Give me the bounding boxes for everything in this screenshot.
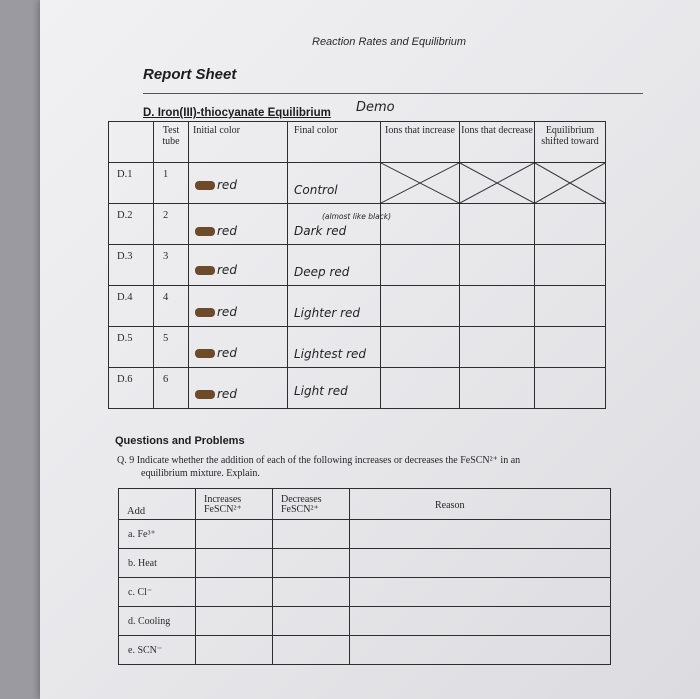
reason-cell xyxy=(350,520,611,549)
row-label: D.4 xyxy=(109,286,154,327)
row-tube: 5 xyxy=(154,327,189,368)
header-ions-decrease: Ions that decrease xyxy=(460,122,535,163)
reason-cell xyxy=(350,636,611,665)
ink-blot xyxy=(195,266,215,275)
equilibrium-shifted-cell xyxy=(535,368,606,409)
final-color-cell: Deep red xyxy=(288,245,381,286)
table-row xyxy=(119,607,611,636)
report-title: Report Sheet xyxy=(143,66,237,83)
final-color-cell: Lightest red xyxy=(288,327,381,368)
row-label: b. Heat xyxy=(119,549,196,578)
header-add: Add xyxy=(119,489,196,520)
final-color-cell: Control xyxy=(288,163,381,204)
table-row xyxy=(119,520,611,549)
fescn-questions-table xyxy=(118,488,611,665)
decreases-cell xyxy=(273,549,350,578)
header-equilibrium-shifted: Equilibrium shifted toward xyxy=(535,122,606,163)
ink-blot xyxy=(195,181,215,190)
decreases-cell xyxy=(273,636,350,665)
header-label xyxy=(109,122,154,163)
ink-blot xyxy=(195,349,215,358)
header-initial-color: Initial color xyxy=(189,122,288,163)
row-tube: 3 xyxy=(154,245,189,286)
decreases-cell xyxy=(273,607,350,636)
section-title: D. Iron(III)-thiocyanate Equilibrium xyxy=(143,107,331,119)
table-row xyxy=(119,578,611,607)
increases-cell xyxy=(196,607,273,636)
table-row xyxy=(109,245,606,286)
final-color-aside: (almost like black) xyxy=(322,212,392,221)
ions-decrease-cell xyxy=(460,327,535,368)
row-label: c. Cl⁻ xyxy=(119,578,196,607)
table-row xyxy=(109,327,606,368)
question-9 xyxy=(117,454,597,480)
initial-color-cell: red xyxy=(189,286,288,327)
row-label: d. Cooling xyxy=(119,607,196,636)
decreases-cell xyxy=(273,520,350,549)
increases-cell xyxy=(196,636,273,665)
table-row xyxy=(119,549,611,578)
table-row xyxy=(109,368,606,409)
header-final-color: Final color xyxy=(288,122,381,163)
question-9-line-2: equilibrium mixture. Explain. xyxy=(141,468,260,479)
row-label: D.5 xyxy=(109,327,154,368)
demo-note: Demo xyxy=(356,100,395,115)
header-reason: Reason xyxy=(350,489,611,520)
final-color-cell: Lighter red xyxy=(288,286,381,327)
ions-decrease-cell xyxy=(460,286,535,327)
final-color-cell: Light red xyxy=(288,368,381,409)
decreases-cell xyxy=(273,578,350,607)
increases-cell xyxy=(196,549,273,578)
table-row xyxy=(119,636,611,665)
header-ions-increase: Ions that increase xyxy=(381,122,460,163)
row-label: D.3 xyxy=(109,245,154,286)
header-test-tube: Test tube xyxy=(154,122,189,163)
ions-increase-cell xyxy=(381,327,460,368)
equilibrium-table xyxy=(108,121,606,409)
table-header-row xyxy=(109,122,606,163)
title-rule xyxy=(143,93,643,94)
equilibrium-shifted-cell xyxy=(535,286,606,327)
row-label: D.6 xyxy=(109,368,154,409)
reason-cell xyxy=(350,607,611,636)
row-label: D.2 xyxy=(109,204,154,245)
increases-cell xyxy=(196,520,273,549)
ions-increase-cell xyxy=(381,286,460,327)
initial-color-cell: red xyxy=(189,368,288,409)
ions-decrease-cell xyxy=(460,368,535,409)
question-9-line-1: Q. 9 Indicate whether the addition of each of the following increases or decreases the FeSCN²⁺ in an xyxy=(117,455,521,466)
table-row xyxy=(109,163,606,204)
running-head: Reaction Rates and Equilibrium xyxy=(312,36,467,48)
header-decreases: Decreases FeSCN²⁺ xyxy=(273,489,350,520)
crossed-out-cell xyxy=(381,163,460,204)
row-tube: 4 xyxy=(154,286,189,327)
row-label: e. SCN⁻ xyxy=(119,636,196,665)
crossed-out-cell xyxy=(460,163,535,204)
crossed-out-cell xyxy=(535,163,606,204)
row-tube: 1 xyxy=(154,163,189,204)
ink-blot xyxy=(195,308,215,317)
row-tube: 2 xyxy=(154,204,189,245)
questions-heading: Questions and Problems xyxy=(115,435,245,447)
row-tube: 6 xyxy=(154,368,189,409)
ink-blot xyxy=(195,227,215,236)
initial-color-cell: red xyxy=(189,163,288,204)
row-label: a. Fe³⁺ xyxy=(119,520,196,549)
ions-increase-cell xyxy=(381,245,460,286)
initial-color-cell: red xyxy=(189,245,288,286)
ink-blot xyxy=(195,390,215,399)
final-color-cell: (almost like black) Dark red xyxy=(288,204,381,245)
ions-decrease-cell xyxy=(460,204,535,245)
initial-color-cell: red xyxy=(189,327,288,368)
initial-color-cell: red xyxy=(189,204,288,245)
table-header-row xyxy=(119,489,611,520)
ions-increase-cell xyxy=(381,204,460,245)
table-row xyxy=(109,204,606,245)
reason-cell xyxy=(350,578,611,607)
equilibrium-shifted-cell xyxy=(535,204,606,245)
ions-increase-cell xyxy=(381,368,460,409)
equilibrium-shifted-cell xyxy=(535,327,606,368)
equilibrium-shifted-cell xyxy=(535,245,606,286)
reason-cell xyxy=(350,549,611,578)
row-label: D.1 xyxy=(109,163,154,204)
table-row xyxy=(109,286,606,327)
increases-cell xyxy=(196,578,273,607)
header-increases: Increases FeSCN²⁺ xyxy=(196,489,273,520)
ions-decrease-cell xyxy=(460,245,535,286)
